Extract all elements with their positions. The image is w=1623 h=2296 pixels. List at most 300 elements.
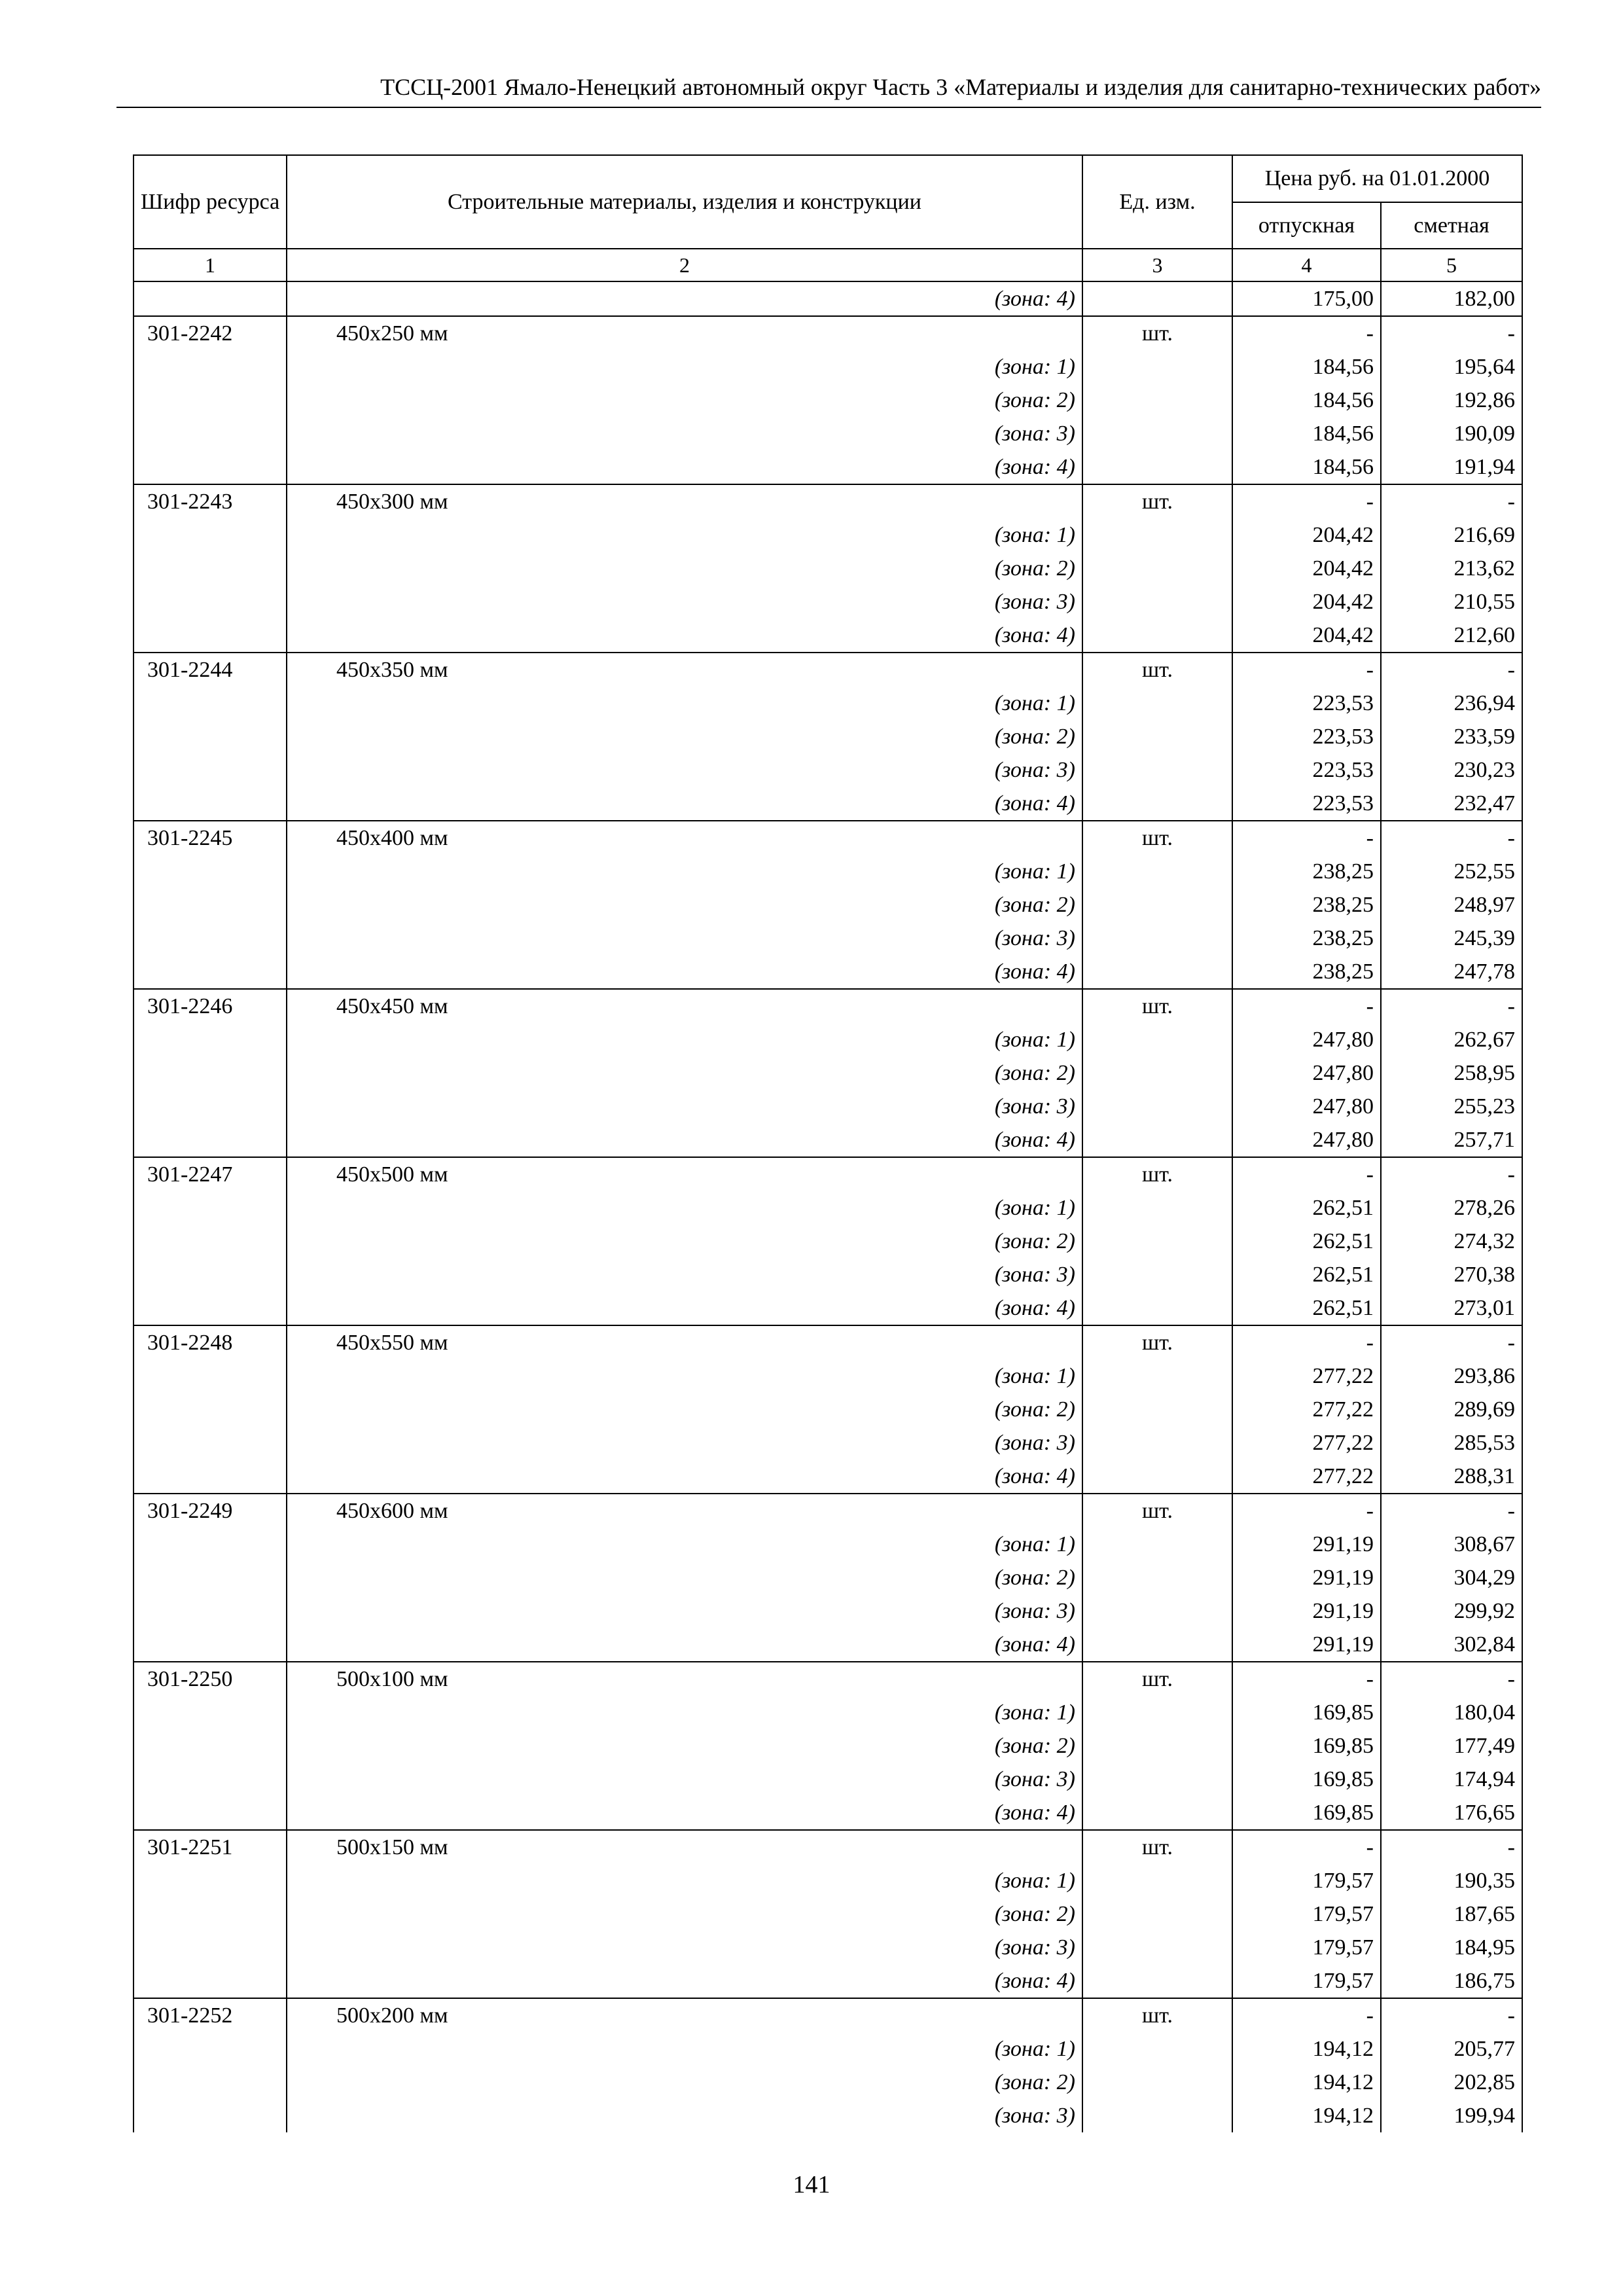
cell-release-price: 247,80 (1232, 1090, 1381, 1123)
cell-release-price: 262,51 (1232, 1225, 1381, 1258)
cell-unit (1082, 687, 1232, 720)
table-body (134, 281, 1522, 2132)
cell-zone: (зона: 3) (287, 417, 1082, 450)
table-row-zone (134, 1796, 1522, 1830)
cell-code (134, 450, 287, 484)
cell-estimate-price: - (1381, 1998, 1522, 2032)
table-row-zone (134, 753, 1522, 787)
cell-code (134, 1258, 287, 1291)
cell-zone: (зона: 1) (287, 350, 1082, 384)
cell-estimate-price: 177,49 (1381, 1729, 1522, 1763)
cell-estimate-price: 302,84 (1381, 1628, 1522, 1662)
cell-unit (1082, 1729, 1232, 1763)
cell-estimate-price: - (1381, 1662, 1522, 1696)
cell-zone: (зона: 1) (287, 1191, 1082, 1225)
cell-estimate-price: - (1381, 1325, 1522, 1359)
cell-zone: (зона: 2) (287, 384, 1082, 417)
cell-name: 450х300 мм (287, 484, 1082, 518)
table-row-zone (134, 450, 1522, 484)
cell-code (134, 1426, 287, 1460)
cell-release-price: 204,42 (1232, 619, 1381, 653)
cell-estimate-price: 278,26 (1381, 1191, 1522, 1225)
cell-zone: (зона: 4) (287, 1628, 1082, 1662)
table-row-zone (134, 922, 1522, 955)
cell-release-price: 238,25 (1232, 955, 1381, 989)
cell-zone: (зона: 1) (287, 2032, 1082, 2066)
table-row-zone (134, 1291, 1522, 1325)
table-row-zone (134, 1897, 1522, 1931)
cell-name: 450х600 мм (287, 1494, 1082, 1528)
cell-release-price: 277,22 (1232, 1393, 1381, 1426)
table-row-zone (134, 1191, 1522, 1225)
cell-estimate-price: 195,64 (1381, 350, 1522, 384)
cell-estimate-price: 247,78 (1381, 955, 1522, 989)
cell-code (134, 2032, 287, 2066)
cell-unit (1082, 2032, 1232, 2066)
cell-zone: (зона: 4) (287, 450, 1082, 484)
cell-zone: (зона: 2) (287, 1897, 1082, 1931)
page-header-title: ТССЦ-2001 Ямало-Ненецкий автономный округ Часть 3 «Материалы и изделия для санитарно-технических работ» (380, 74, 1541, 100)
cell-release-price: 247,80 (1232, 1123, 1381, 1157)
table-row-zone (134, 518, 1522, 552)
cell-code (134, 888, 287, 922)
cell-code (134, 1460, 287, 1494)
cell-unit (1082, 1460, 1232, 1494)
table-row-zone (134, 2099, 1522, 2132)
cell-code (134, 1225, 287, 1258)
cell-code: 301-2248 (134, 1325, 287, 1359)
cell-name: 450х400 мм (287, 821, 1082, 855)
cell-code (134, 585, 287, 619)
table-row-zone (134, 787, 1522, 821)
cell-zone: (зона: 2) (287, 552, 1082, 585)
cell-release-price: 179,57 (1232, 1864, 1381, 1897)
cell-code (134, 1291, 287, 1325)
column-number: 3 (1082, 249, 1232, 281)
table-row-zone (134, 1729, 1522, 1763)
cell-unit: шт. (1082, 821, 1232, 855)
cell-estimate-price: 180,04 (1381, 1696, 1522, 1729)
cell-zone: (зона: 1) (287, 518, 1082, 552)
cell-unit (1082, 1897, 1232, 1931)
cell-estimate-price: 293,86 (1381, 1359, 1522, 1393)
table-row-zone (134, 585, 1522, 619)
cell-zone: (зона: 4) (287, 1460, 1082, 1494)
cell-unit: шт. (1082, 653, 1232, 687)
table-row-zone (134, 1023, 1522, 1056)
table-row-zone (134, 2066, 1522, 2099)
cell-release-price: 184,56 (1232, 350, 1381, 384)
cell-estimate-price: 233,59 (1381, 720, 1522, 753)
cell-code: 301-2246 (134, 989, 287, 1023)
cell-release-price: - (1232, 1157, 1381, 1191)
cell-code (134, 2099, 287, 2132)
cell-code (134, 1864, 287, 1897)
table-row-resource (134, 484, 1522, 518)
cell-zone: (зона: 4) (287, 955, 1082, 989)
cell-release-price: - (1232, 1830, 1381, 1864)
cell-release-price: 184,56 (1232, 417, 1381, 450)
cell-estimate-price: 270,38 (1381, 1258, 1522, 1291)
cell-unit: шт. (1082, 1157, 1232, 1191)
cell-estimate-price: 187,65 (1381, 1897, 1522, 1931)
cell-release-price: 223,53 (1232, 720, 1381, 753)
cell-code (134, 753, 287, 787)
cell-estimate-price: 202,85 (1381, 2066, 1522, 2099)
cell-estimate-price: 190,35 (1381, 1864, 1522, 1897)
table-header (134, 155, 1522, 281)
cell-name: 500х100 мм (287, 1662, 1082, 1696)
cell-unit (1082, 1023, 1232, 1056)
table-row-resource (134, 1998, 1522, 2032)
cell-estimate-price: 252,55 (1381, 855, 1522, 888)
cell-zone: (зона: 4) (287, 619, 1082, 653)
cell-unit (1082, 753, 1232, 787)
cell-unit: шт. (1082, 1662, 1232, 1696)
cell-release-price: 184,56 (1232, 384, 1381, 417)
cell-release-price: 179,57 (1232, 1897, 1381, 1931)
cell-estimate-price: 274,32 (1381, 1225, 1522, 1258)
column-number: 1 (134, 249, 287, 281)
cell-estimate-price: 285,53 (1381, 1426, 1522, 1460)
cell-release-price: 291,19 (1232, 1594, 1381, 1628)
cell-name: 450х550 мм (287, 1325, 1082, 1359)
cell-estimate-price: - (1381, 484, 1522, 518)
table-row-zone (134, 1123, 1522, 1157)
table-row-zone (134, 1090, 1522, 1123)
cell-code (134, 922, 287, 955)
table-row-zone (134, 619, 1522, 653)
cell-release-price: - (1232, 989, 1381, 1023)
cell-release-price: 194,12 (1232, 2099, 1381, 2132)
cell-unit (1082, 450, 1232, 484)
table-row-zone (134, 1594, 1522, 1628)
cell-zone: (зона: 4) (287, 1796, 1082, 1830)
table-row-zone (134, 1864, 1522, 1897)
cell-release-price: 204,42 (1232, 552, 1381, 585)
cell-release-price: 291,19 (1232, 1628, 1381, 1662)
column-header-code: Шифр ресурса (134, 155, 287, 249)
cell-release-price: - (1232, 1662, 1381, 1696)
cell-code (134, 1023, 287, 1056)
cell-code (134, 720, 287, 753)
cell-estimate-price: 289,69 (1381, 1393, 1522, 1426)
cell-code (134, 1528, 287, 1561)
column-header-unit: Ед. изм. (1082, 155, 1232, 249)
cell-code (134, 687, 287, 720)
cell-code: 301-2249 (134, 1494, 287, 1528)
cell-unit: шт. (1082, 989, 1232, 1023)
cell-estimate-price: - (1381, 1494, 1522, 1528)
cell-code (134, 1897, 287, 1931)
cell-code: 301-2252 (134, 1998, 287, 2032)
table-row-zone (134, 687, 1522, 720)
table-row-zone (134, 1258, 1522, 1291)
cell-code (134, 1561, 287, 1594)
table-row-zone (134, 855, 1522, 888)
cell-estimate-price: 216,69 (1381, 518, 1522, 552)
cell-unit (1082, 1594, 1232, 1628)
table-row-zone (134, 1359, 1522, 1393)
cell-unit (1082, 2066, 1232, 2099)
cell-estimate-price: 262,67 (1381, 1023, 1522, 1056)
cell-release-price: 204,42 (1232, 585, 1381, 619)
table-row-zone (134, 1426, 1522, 1460)
cell-zone: (зона: 2) (287, 1225, 1082, 1258)
cell-zone: (зона: 3) (287, 585, 1082, 619)
cell-code: 301-2243 (134, 484, 287, 518)
cell-unit (1082, 1056, 1232, 1090)
cell-zone: (зона: 3) (287, 1258, 1082, 1291)
table-row-zone (134, 955, 1522, 989)
cell-estimate-price: 190,09 (1381, 417, 1522, 450)
cell-estimate-price: 176,65 (1381, 1796, 1522, 1830)
column-header-price-group: Цена руб. на 01.01.2000 (1232, 155, 1522, 202)
cell-release-price: 277,22 (1232, 1460, 1381, 1494)
table-row-carryover (134, 281, 1522, 316)
cell-zone: (зона: 3) (287, 1594, 1082, 1628)
cell-release-price: 291,19 (1232, 1561, 1381, 1594)
cell-zone: (зона: 3) (287, 2099, 1082, 2132)
cell-release-price: 238,25 (1232, 922, 1381, 955)
cell-zone: (зона: 3) (287, 1426, 1082, 1460)
cell-code: 301-2242 (134, 316, 287, 350)
cell-unit (1082, 787, 1232, 821)
cell-zone: (зона: 4) (287, 1964, 1082, 1998)
price-table (133, 154, 1523, 2132)
cell-unit: шт. (1082, 1998, 1232, 2032)
table-row-zone (134, 1931, 1522, 1964)
page-number: 141 (793, 2171, 830, 2198)
cell-code (134, 1696, 287, 1729)
cell-zone: (зона: 1) (287, 1696, 1082, 1729)
cell-unit (1082, 955, 1232, 989)
cell-unit (1082, 1258, 1232, 1291)
cell-release-price: 262,51 (1232, 1191, 1381, 1225)
cell-unit (1082, 350, 1232, 384)
column-header-estimate-price: сметная (1381, 202, 1522, 249)
cell-unit: шт. (1082, 316, 1232, 350)
cell-estimate-price: 248,97 (1381, 888, 1522, 922)
cell-unit (1082, 281, 1232, 316)
cell-unit (1082, 2099, 1232, 2132)
cell-unit (1082, 888, 1232, 922)
cell-code (134, 384, 287, 417)
cell-code (134, 2066, 287, 2099)
cell-estimate-price: 210,55 (1381, 585, 1522, 619)
cell-unit (1082, 1191, 1232, 1225)
table-row-zone (134, 1393, 1522, 1426)
cell-unit (1082, 1696, 1232, 1729)
cell-name: 450х350 мм (287, 653, 1082, 687)
table-row-zone (134, 1460, 1522, 1494)
cell-estimate-price: 191,94 (1381, 450, 1522, 484)
cell-release-price: 194,12 (1232, 2066, 1381, 2099)
cell-estimate-price: 205,77 (1381, 2032, 1522, 2066)
cell-unit (1082, 1291, 1232, 1325)
cell-estimate-price: 258,95 (1381, 1056, 1522, 1090)
cell-unit (1082, 1528, 1232, 1561)
cell-unit (1082, 1964, 1232, 1998)
cell-estimate-price: 255,23 (1381, 1090, 1522, 1123)
cell-estimate-price: - (1381, 316, 1522, 350)
cell-code (134, 1393, 287, 1426)
cell-unit: шт. (1082, 484, 1232, 518)
cell-code: 301-2245 (134, 821, 287, 855)
table-row-zone (134, 1225, 1522, 1258)
cell-code (134, 1964, 287, 1998)
cell-unit (1082, 1864, 1232, 1897)
cell-release-price: 204,42 (1232, 518, 1381, 552)
cell-release-price: 291,19 (1232, 1528, 1381, 1561)
cell-code: 301-2244 (134, 653, 287, 687)
cell-unit (1082, 417, 1232, 450)
cell-zone: (зона: 1) (287, 1023, 1082, 1056)
cell-unit (1082, 1359, 1232, 1393)
cell-unit: шт. (1082, 1830, 1232, 1864)
cell-release-price: 238,25 (1232, 888, 1381, 922)
header-divider (116, 107, 1541, 108)
cell-zone: (зона: 2) (287, 2066, 1082, 2099)
cell-zone: (зона: 4) (287, 281, 1082, 316)
table-row-zone (134, 350, 1522, 384)
table-row-zone (134, 888, 1522, 922)
table-row-resource (134, 1325, 1522, 1359)
cell-zone: (зона: 3) (287, 1763, 1082, 1796)
cell-zone: (зона: 1) (287, 1864, 1082, 1897)
cell-release-price: 277,22 (1232, 1359, 1381, 1393)
cell-estimate-price: 236,94 (1381, 687, 1522, 720)
cell-estimate-price: - (1381, 653, 1522, 687)
cell-zone: (зона: 1) (287, 855, 1082, 888)
table-row-zone (134, 1696, 1522, 1729)
cell-estimate-price: 186,75 (1381, 1964, 1522, 1998)
cell-release-price: 169,85 (1232, 1696, 1381, 1729)
cell-zone: (зона: 3) (287, 1931, 1082, 1964)
table-row-zone (134, 384, 1522, 417)
cell-unit (1082, 552, 1232, 585)
table-row-resource (134, 316, 1522, 350)
cell-release-price: 169,85 (1232, 1729, 1381, 1763)
table-row-zone (134, 1628, 1522, 1662)
cell-code (134, 1931, 287, 1964)
cell-code (134, 787, 287, 821)
cell-unit (1082, 1628, 1232, 1662)
cell-estimate-price: - (1381, 1830, 1522, 1864)
cell-unit (1082, 855, 1232, 888)
cell-unit (1082, 1561, 1232, 1594)
cell-code: 301-2251 (134, 1830, 287, 1864)
cell-unit (1082, 720, 1232, 753)
cell-name: 450х250 мм (287, 316, 1082, 350)
cell-zone: (зона: 2) (287, 1393, 1082, 1426)
cell-unit (1082, 518, 1232, 552)
cell-zone: (зона: 1) (287, 687, 1082, 720)
cell-name: 450х500 мм (287, 1157, 1082, 1191)
cell-unit (1082, 1426, 1232, 1460)
cell-unit (1082, 384, 1232, 417)
cell-estimate-price: 232,47 (1381, 787, 1522, 821)
cell-release-price: 184,56 (1232, 450, 1381, 484)
cell-estimate-price: - (1381, 821, 1522, 855)
cell-estimate-price: 182,00 (1381, 281, 1522, 316)
cell-unit (1082, 1393, 1232, 1426)
table-row-resource (134, 821, 1522, 855)
cell-zone: (зона: 4) (287, 1291, 1082, 1325)
cell-zone: (зона: 3) (287, 1090, 1082, 1123)
cell-zone: (зона: 2) (287, 1729, 1082, 1763)
cell-release-price: 223,53 (1232, 753, 1381, 787)
cell-release-price: 179,57 (1232, 1964, 1381, 1998)
table-row-resource (134, 989, 1522, 1023)
cell-zone: (зона: 2) (287, 888, 1082, 922)
cell-name: 500х200 мм (287, 1998, 1082, 2032)
cell-estimate-price: 199,94 (1381, 2099, 1522, 2132)
cell-zone: (зона: 4) (287, 1123, 1082, 1157)
cell-release-price: - (1232, 821, 1381, 855)
cell-estimate-price: 288,31 (1381, 1460, 1522, 1494)
table-row-resource (134, 653, 1522, 687)
cell-name: 450х450 мм (287, 989, 1082, 1023)
column-header-release-price: отпускная (1232, 202, 1381, 249)
cell-code (134, 281, 287, 316)
table-row-resource (134, 1662, 1522, 1696)
cell-code (134, 417, 287, 450)
column-number: 5 (1381, 249, 1522, 281)
cell-code (134, 1123, 287, 1157)
cell-estimate-price: 304,29 (1381, 1561, 1522, 1594)
cell-release-price: - (1232, 484, 1381, 518)
cell-code (134, 1191, 287, 1225)
cell-code (134, 518, 287, 552)
cell-code (134, 1628, 287, 1662)
cell-zone: (зона: 2) (287, 1561, 1082, 1594)
cell-estimate-price: 174,94 (1381, 1763, 1522, 1796)
cell-code (134, 552, 287, 585)
cell-release-price: 169,85 (1232, 1796, 1381, 1830)
cell-release-price: 169,85 (1232, 1763, 1381, 1796)
cell-code (134, 1763, 287, 1796)
column-number: 2 (287, 249, 1082, 281)
cell-code (134, 955, 287, 989)
cell-estimate-price: - (1381, 1157, 1522, 1191)
cell-zone: (зона: 1) (287, 1528, 1082, 1561)
table-row-zone (134, 1964, 1522, 1998)
cell-unit (1082, 619, 1232, 653)
cell-release-price: 179,57 (1232, 1931, 1381, 1964)
table-row-zone (134, 417, 1522, 450)
table-row-zone (134, 1528, 1522, 1561)
cell-estimate-price: 192,86 (1381, 384, 1522, 417)
cell-zone: (зона: 3) (287, 753, 1082, 787)
cell-estimate-price: 308,67 (1381, 1528, 1522, 1561)
cell-unit (1082, 1123, 1232, 1157)
cell-release-price: 175,00 (1232, 281, 1381, 316)
column-number: 4 (1232, 249, 1381, 281)
cell-zone: (зона: 2) (287, 720, 1082, 753)
cell-estimate-price: 257,71 (1381, 1123, 1522, 1157)
cell-estimate-price: 273,01 (1381, 1291, 1522, 1325)
cell-estimate-price: - (1381, 989, 1522, 1023)
cell-estimate-price: 212,60 (1381, 619, 1522, 653)
cell-code (134, 855, 287, 888)
cell-code (134, 619, 287, 653)
cell-unit (1082, 585, 1232, 619)
cell-estimate-price: 213,62 (1381, 552, 1522, 585)
table-row-resource (134, 1157, 1522, 1191)
table-row-zone (134, 552, 1522, 585)
cell-unit: шт. (1082, 1325, 1232, 1359)
